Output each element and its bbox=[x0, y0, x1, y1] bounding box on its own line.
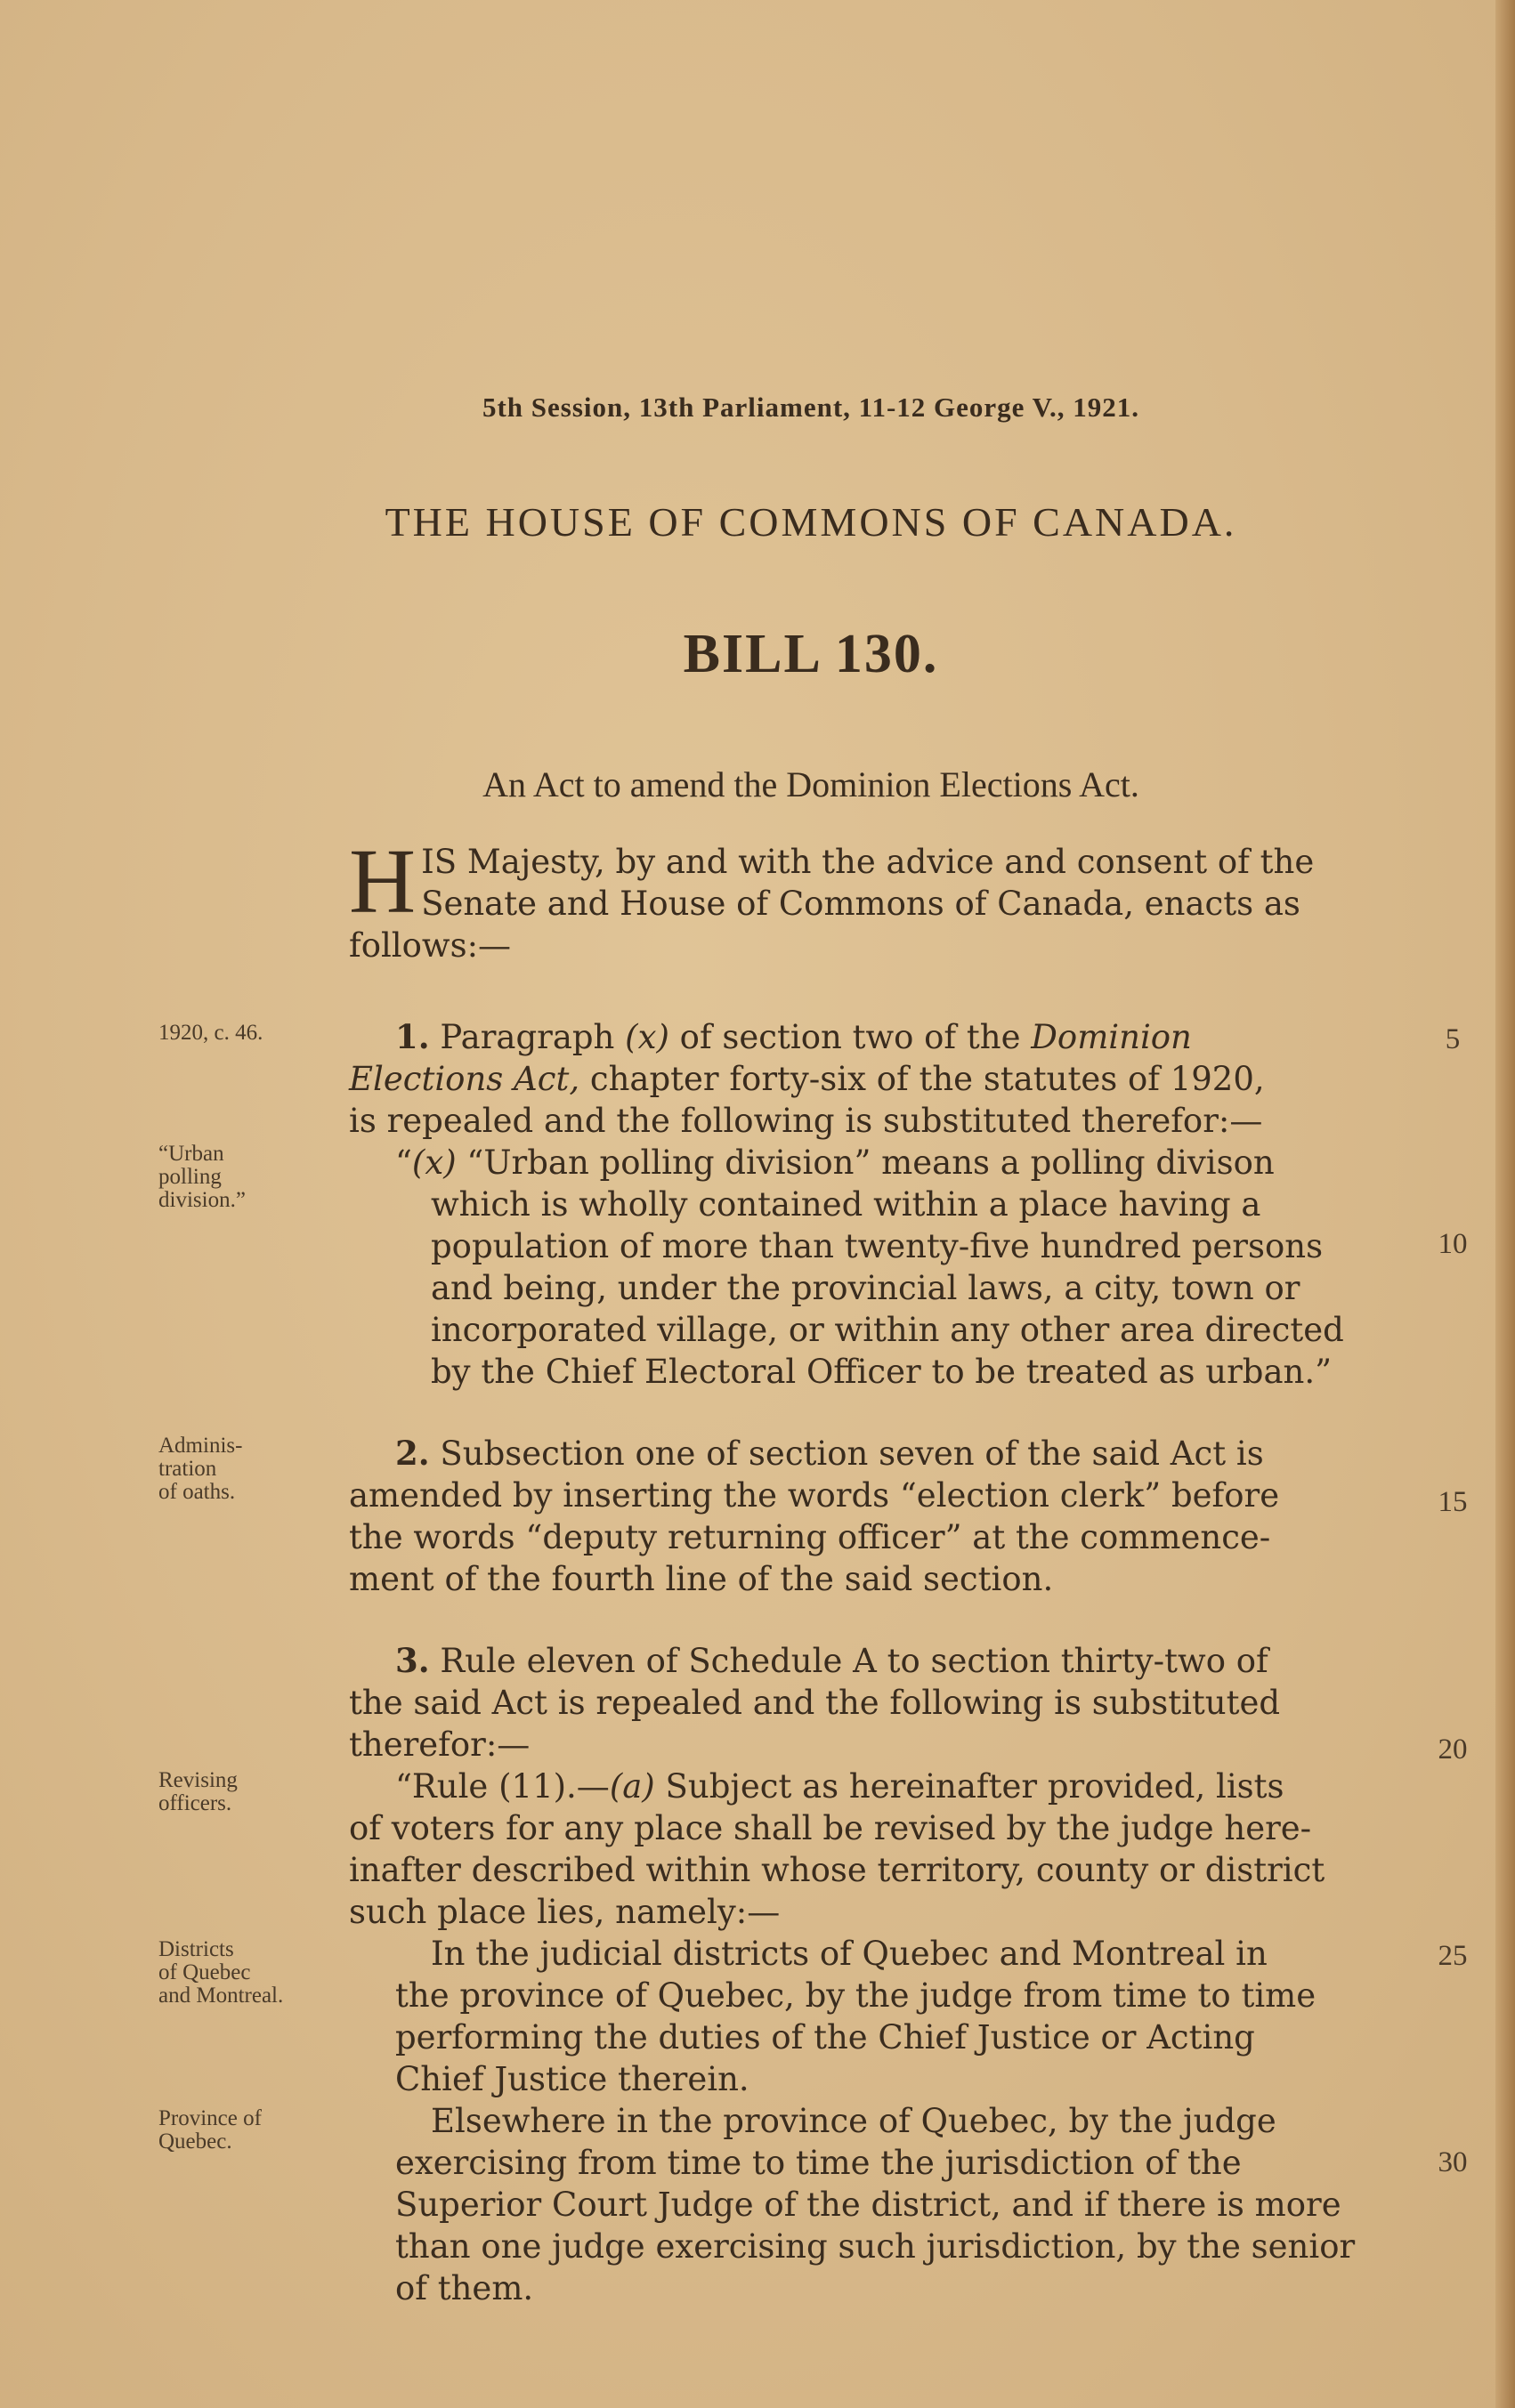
section-line: performing the duties of the Chief Justice or Acting bbox=[395, 2018, 1255, 2056]
text-span: chapter forty-six of the statutes of 1920, bbox=[579, 1060, 1265, 1098]
margin-note-line: of Quebec bbox=[158, 1960, 251, 1984]
margin-note bbox=[158, 1938, 345, 2008]
section-3 bbox=[349, 1640, 1426, 2309]
margin-note bbox=[158, 1022, 345, 1045]
text-span: “ bbox=[395, 1143, 412, 1182]
page-edge bbox=[1495, 0, 1515, 2408]
margin-note-line: of oaths. bbox=[158, 1480, 236, 1504]
section-line bbox=[349, 1142, 1426, 1184]
text-span: (x) bbox=[625, 1018, 669, 1056]
section-line: therefor:— bbox=[349, 1725, 531, 1764]
margin-note bbox=[158, 2107, 345, 2153]
section-line: and being, under the provincial laws, a city, town or bbox=[431, 1269, 1300, 1307]
preamble-line: IS Majesty, by and with the advice and consent of the bbox=[421, 843, 1315, 881]
section-number: 1. bbox=[395, 1017, 430, 1056]
margin-note bbox=[158, 1769, 345, 1815]
line-number: 25 bbox=[1438, 1940, 1468, 1972]
section-line bbox=[349, 1016, 1426, 1058]
preamble-line: Senate and House of Commons of Canada, enacts as bbox=[421, 885, 1300, 923]
section-line: of voters for any place shall be revised by the judge here- bbox=[349, 1809, 1312, 1847]
margin-note-line: division.” bbox=[158, 1188, 246, 1212]
section-line: than one judge exercising such jurisdiction, by the senior bbox=[395, 2227, 1356, 2266]
bill-number: BILL 130. bbox=[683, 624, 939, 684]
section-number: 2. bbox=[395, 1434, 430, 1473]
line-number: 15 bbox=[1438, 1486, 1468, 1518]
text-span: Paragraph bbox=[429, 1018, 626, 1056]
section-number: 3. bbox=[395, 1641, 430, 1680]
section-line: Elsewhere in the province of Quebec, by the judge bbox=[431, 2102, 1276, 2140]
section-line: inafter described within whose territory, county or district bbox=[349, 1851, 1325, 1889]
text-span: “Rule (11).— bbox=[395, 1767, 610, 1806]
line-number: 20 bbox=[1438, 1733, 1468, 1766]
margin-note-line: officers. bbox=[158, 1791, 232, 1815]
section-line: ment of the fourth line of the said section. bbox=[349, 1560, 1054, 1598]
text-span: Elections Act, bbox=[349, 1060, 580, 1098]
section-1 bbox=[349, 1016, 1426, 1393]
text-span: (a) bbox=[609, 1767, 655, 1806]
line-number: 10 bbox=[1438, 1228, 1468, 1260]
section-line: by the Chief Electoral Officer to be treated as urban.” bbox=[431, 1353, 1333, 1391]
margin-note-line: 1920, c. 46. bbox=[158, 1021, 263, 1045]
text-span: Subject as hereinafter provided, lists bbox=[654, 1767, 1284, 1806]
section-line: which is wholly contained within a place having a bbox=[431, 1185, 1261, 1224]
act-title: An Act to amend the Dominion Elections Act. bbox=[482, 764, 1139, 804]
house-heading: THE HOUSE OF COMMONS OF CANADA. bbox=[385, 499, 1237, 545]
margin-note-line: and Montreal. bbox=[158, 1984, 284, 2008]
section-line: is repealed and the following is substituted therefor:— bbox=[349, 1102, 1263, 1140]
text-span: (x) bbox=[411, 1143, 457, 1182]
margin-note-line: Revising bbox=[158, 1768, 238, 1792]
text-span: Subsection one of section seven of the said Act is bbox=[429, 1434, 1264, 1473]
margin-note-line: “Urban bbox=[158, 1142, 224, 1166]
section-line bbox=[349, 1640, 1426, 1682]
section-line: the said Act is repealed and the following is substituted bbox=[349, 1684, 1281, 1722]
section-line: Superior Court Judge of the district, and if there is more bbox=[395, 2186, 1341, 2224]
section-line: Chief Justice therein. bbox=[395, 2060, 749, 2098]
section-line: the words “deputy returning officer” at the commence- bbox=[349, 1518, 1271, 1556]
margin-note-line: polling bbox=[158, 1165, 222, 1189]
drop-cap: H bbox=[349, 830, 417, 933]
margin-note bbox=[158, 1143, 345, 1212]
preamble-line: follows:— bbox=[349, 926, 512, 965]
margin-note-line: Province of bbox=[158, 2106, 262, 2130]
section-line bbox=[349, 1058, 1426, 1100]
margin-note-line: Quebec. bbox=[158, 2129, 232, 2153]
preamble bbox=[349, 830, 1426, 966]
margin-note-line: Districts bbox=[158, 1937, 234, 1961]
margin-note-line: tration bbox=[158, 1457, 217, 1481]
text-span: Rule eleven of Schedule A to section thirty-two of bbox=[429, 1642, 1268, 1680]
section-line: incorporated village, or within any other area directed bbox=[431, 1311, 1344, 1349]
line-number: 30 bbox=[1438, 2146, 1468, 2178]
margin-note-line: Adminis- bbox=[158, 1434, 243, 1458]
section-2 bbox=[349, 1433, 1426, 1600]
section-line: the province of Quebec, by the judge from time to time bbox=[395, 1976, 1317, 2015]
margin-note bbox=[158, 1434, 345, 1504]
text-span: Dominion bbox=[1031, 1018, 1192, 1056]
section-line bbox=[349, 1766, 1426, 1807]
section-line: population of more than twenty-five hundred persons bbox=[431, 1227, 1324, 1265]
line-number: 5 bbox=[1445, 1023, 1461, 1055]
text-span: of section two of the bbox=[668, 1018, 1032, 1056]
section-line: such place lies, namely:— bbox=[349, 1893, 781, 1931]
text-span: “Urban polling division” means a polling divison bbox=[456, 1143, 1275, 1182]
session-heading: 5th Session, 13th Parliament, 11-12 George V., 1921. bbox=[482, 392, 1139, 423]
section-line bbox=[349, 1433, 1426, 1475]
section-line: In the judicial districts of Quebec and Montreal in bbox=[431, 1935, 1268, 1973]
section-line: amended by inserting the words “election clerk” before bbox=[349, 1476, 1280, 1515]
section-line: of them. bbox=[395, 2269, 534, 2307]
section-line: exercising from time to time the jurisdiction of the bbox=[395, 2144, 1242, 2182]
